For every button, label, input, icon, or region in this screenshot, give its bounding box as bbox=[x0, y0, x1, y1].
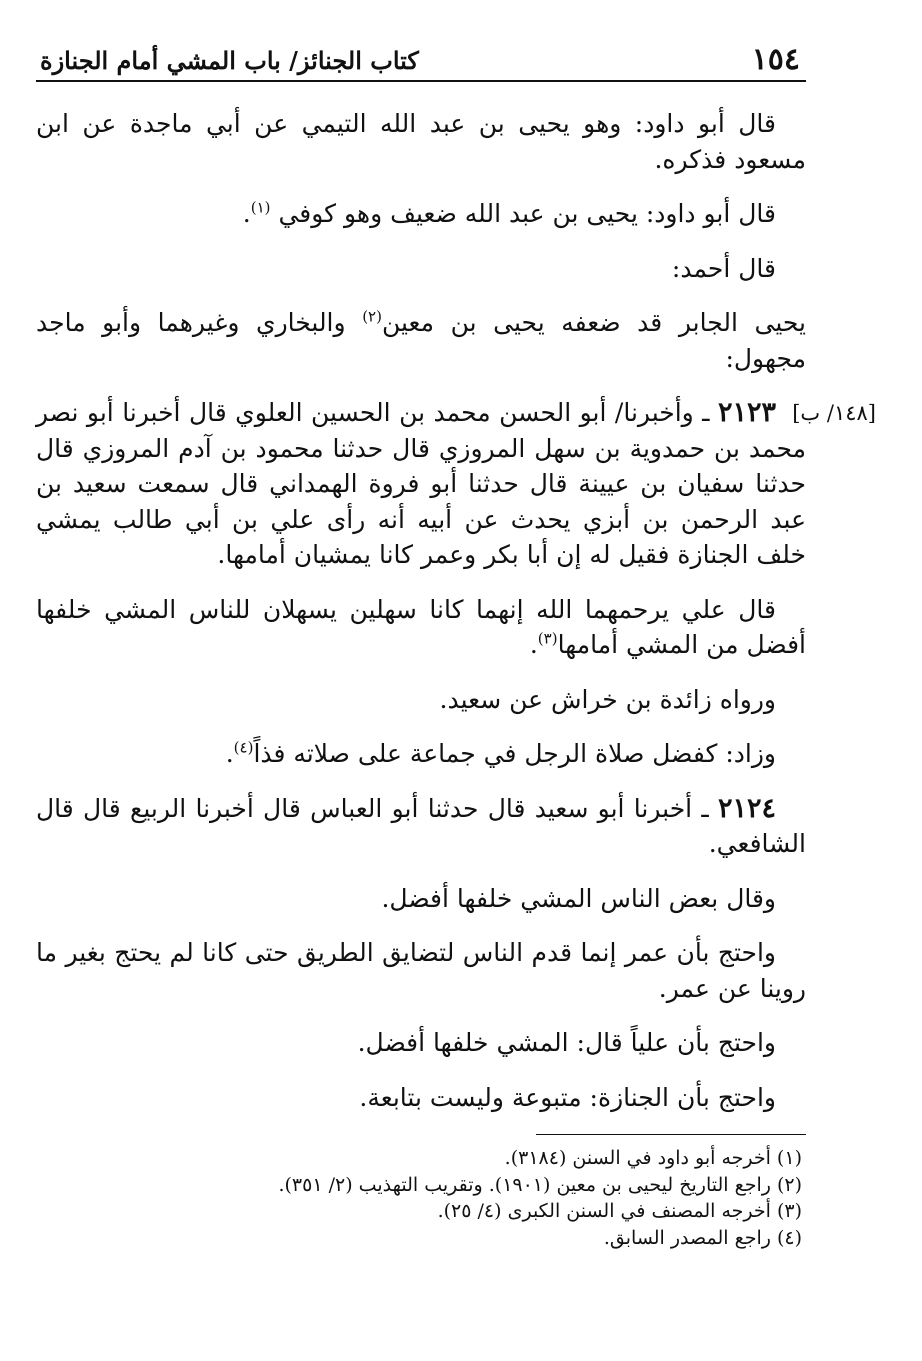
paragraph bbox=[36, 592, 806, 663]
running-title: كتاب الجنائز/ باب المشي أمام الجنازة bbox=[40, 46, 419, 75]
footnote-item: (١) أخرجه أبو داود في السنن (٣١٨٤). bbox=[504, 1147, 802, 1169]
hadith-text: ـ أخبرنا أبو سعيد قال حدثنا أبو العباس قال أخبرنا الربيع قال قال الشافعي. bbox=[36, 793, 806, 858]
footnote-marker[interactable]: (٢) bbox=[362, 307, 382, 326]
paragraph bbox=[36, 251, 806, 287]
paragraph-text: قال علي يرحمهما الله إنهما كانا سهلين يسهلان للناس المشي خلفها أفضل من المشي أمامها bbox=[36, 594, 806, 659]
footnotes bbox=[36, 1145, 806, 1251]
paragraph-text: يحيى الجابر قد ضعفه يحيى بن معين bbox=[381, 308, 807, 337]
paragraph bbox=[36, 881, 806, 917]
paragraph-tail: والبخاري وغيرهما وأبو ماجد مجهول: bbox=[36, 308, 806, 373]
footnote-marker[interactable]: (٣) bbox=[537, 629, 558, 648]
paragraph-text: ورواه زائدة بن خراش عن سعيد. bbox=[439, 684, 776, 714]
paragraph bbox=[36, 682, 806, 718]
paragraph bbox=[36, 305, 806, 376]
paragraph bbox=[36, 196, 806, 232]
hadith-text: ـ وأخبرنا/ أبو الحسن محمد بن الحسين العلوي قال أخبرنا أبو نصر محمد بن حمدوية بن سهل المروزي قال حدثنا محمود بن آدم المروزي قال حدثنا سفيان بن عيينة قال حدثنا أبو فروة الهمداني قال سمعت سعيد بن عبد الرحمن بن أبزي يحدث عن أبيه أنه رأى علي بن أبي طالب يمشي خلف الجنازة فقيل له إن أبا بكر وعمر كانا يمشيان أمامها. bbox=[36, 398, 806, 569]
footnote-marker[interactable]: (٤) bbox=[233, 738, 254, 757]
paragraph-tail: . bbox=[225, 739, 234, 768]
paragraph bbox=[36, 736, 806, 772]
paragraph-text: واحتج بأن عمر إنما قدم الناس لتضايق الطريق حتى كانا لم يحتج بغير ما روينا عن عمر. bbox=[36, 938, 806, 1003]
book-page bbox=[36, 40, 876, 1340]
paragraph bbox=[36, 1025, 806, 1061]
footnote-item: (٣) أخرجه المصنف في السنن الكبرى (٤/ ٢٥). bbox=[437, 1200, 802, 1222]
paragraph-text: قال أبو داود: وهو يحيى بن عبد الله التيمي عن أبي ماجدة عن ابن مسعود فذكره. bbox=[36, 109, 806, 174]
paragraph bbox=[36, 1080, 806, 1116]
paragraph-text: واحتج بأن علياً قال: المشي خلفها أفضل. bbox=[357, 1028, 776, 1057]
paragraph-text: قال أبو داود: يحيى بن عبد الله ضعيف وهو كوفي bbox=[278, 199, 776, 228]
folio-margin-note: [١٤٨/ ب] bbox=[792, 401, 876, 425]
page-number: ١٥٤ bbox=[751, 42, 800, 77]
footnote-item: (٤) راجع المصدر السابق. bbox=[603, 1226, 802, 1249]
paragraph-text: واحتج بأن الجنازة: متبوعة وليست بتابعة. bbox=[359, 1082, 776, 1112]
footnote-divider bbox=[536, 1134, 806, 1135]
paragraph bbox=[36, 935, 806, 1006]
paragraph-text: وزاد: كفضل صلاة الرجل في جماعة على صلاته فذاً bbox=[253, 739, 776, 768]
hadith-2124 bbox=[36, 791, 806, 862]
paragraph bbox=[36, 106, 806, 177]
footnote-item: (٢) راجع التاريخ ليحيى بن معين (١٩٠١). وتقريب التهذيب (٢/ ٣٥١). bbox=[278, 1173, 802, 1196]
paragraph-tail: . bbox=[242, 199, 251, 228]
hadith-2123 bbox=[36, 395, 876, 573]
hadith-number: ٢١٢٤ bbox=[717, 792, 776, 824]
footnote-marker[interactable]: (١) bbox=[250, 198, 271, 217]
main-text bbox=[36, 106, 876, 1115]
page-header bbox=[36, 40, 806, 82]
paragraph-tail: . bbox=[529, 630, 538, 659]
hadith-number: ٢١٢٣ bbox=[717, 397, 776, 428]
paragraph-text: وقال بعض الناس المشي خلفها أفضل. bbox=[381, 883, 776, 913]
paragraph-text: قال أحمد: bbox=[671, 253, 776, 283]
